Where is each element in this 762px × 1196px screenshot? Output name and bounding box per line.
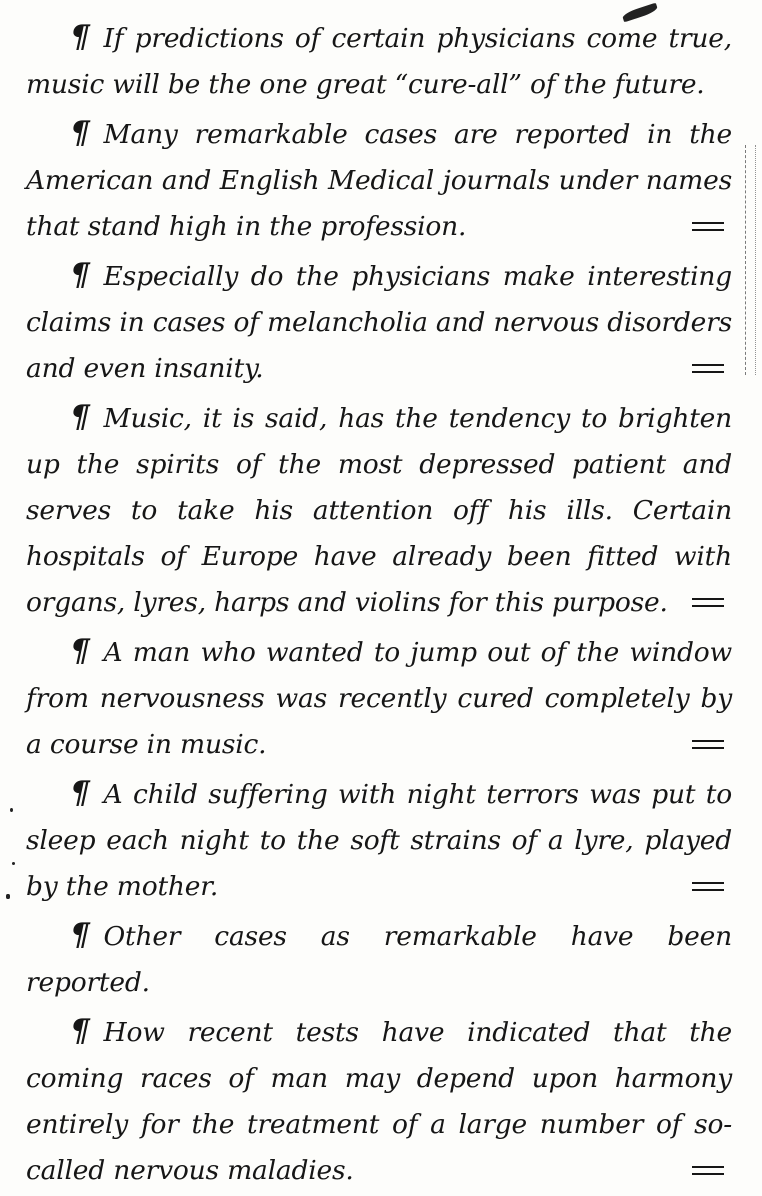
pilcrow-icon: ¶ [66, 917, 94, 953]
paragraph-text: Other cases as remarkable have been reported. [26, 921, 732, 998]
ink-speck [10, 808, 13, 812]
paragraph [26, 912, 732, 1006]
double-rule-icon [692, 740, 724, 749]
pilcrow-icon: ¶ [66, 775, 94, 811]
paragraph-text: A child suffering with night terrors was put to sleep each night to the soft strains of a lyre, played by the mother. [26, 779, 732, 902]
scan-edge [745, 145, 756, 375]
double-rule-icon [692, 364, 724, 373]
paragraph [26, 1008, 732, 1194]
paragraph [26, 628, 732, 768]
pilcrow-icon: ¶ [66, 1013, 94, 1049]
paragraph [26, 110, 732, 250]
pilcrow-icon: ¶ [66, 19, 94, 55]
paragraph-text: How recent tests have indicated that the coming races of man may depend upon harmony entirely for the treatment of a large number of so-called nervous maladies. [26, 1017, 732, 1186]
double-rule-icon [692, 222, 724, 231]
paragraph [26, 14, 732, 108]
pilcrow-icon: ¶ [66, 115, 94, 151]
paragraph [26, 770, 732, 910]
paragraph [26, 394, 732, 626]
paragraph [26, 252, 732, 392]
ink-speck [6, 894, 10, 899]
paragraph-text: Especially do the physicians make interesting claims in cases of melancholia and nervous disorders and even insanity. [26, 261, 732, 384]
article-body [26, 14, 732, 1196]
double-rule-icon [692, 1166, 724, 1175]
paragraph-text: Many remarkable cases are reported in the American and English Medical journals under names that stand high in the profession. [26, 119, 732, 242]
pilcrow-icon: ¶ [66, 633, 94, 669]
double-rule-icon [692, 882, 724, 891]
paragraph-text: Music, it is said, has the tendency to brighten up the spirits of the most depressed patient and serves to take his attention off his ills. Certain hospitals of Europe have already been fitted with organs, lyres, harps and violins for this purpose. [26, 403, 732, 618]
pilcrow-icon: ¶ [66, 257, 94, 293]
paragraph-text: If predictions of certain physicians come true, music will be the one great “cure-all” of the future. [26, 23, 732, 100]
ink-speck [12, 862, 15, 865]
double-rule-icon [692, 598, 724, 607]
paragraph-text: A man who wanted to jump out of the window from nervousness was recently cured completely by a course in music. [26, 637, 732, 760]
pilcrow-icon: ¶ [66, 399, 94, 435]
